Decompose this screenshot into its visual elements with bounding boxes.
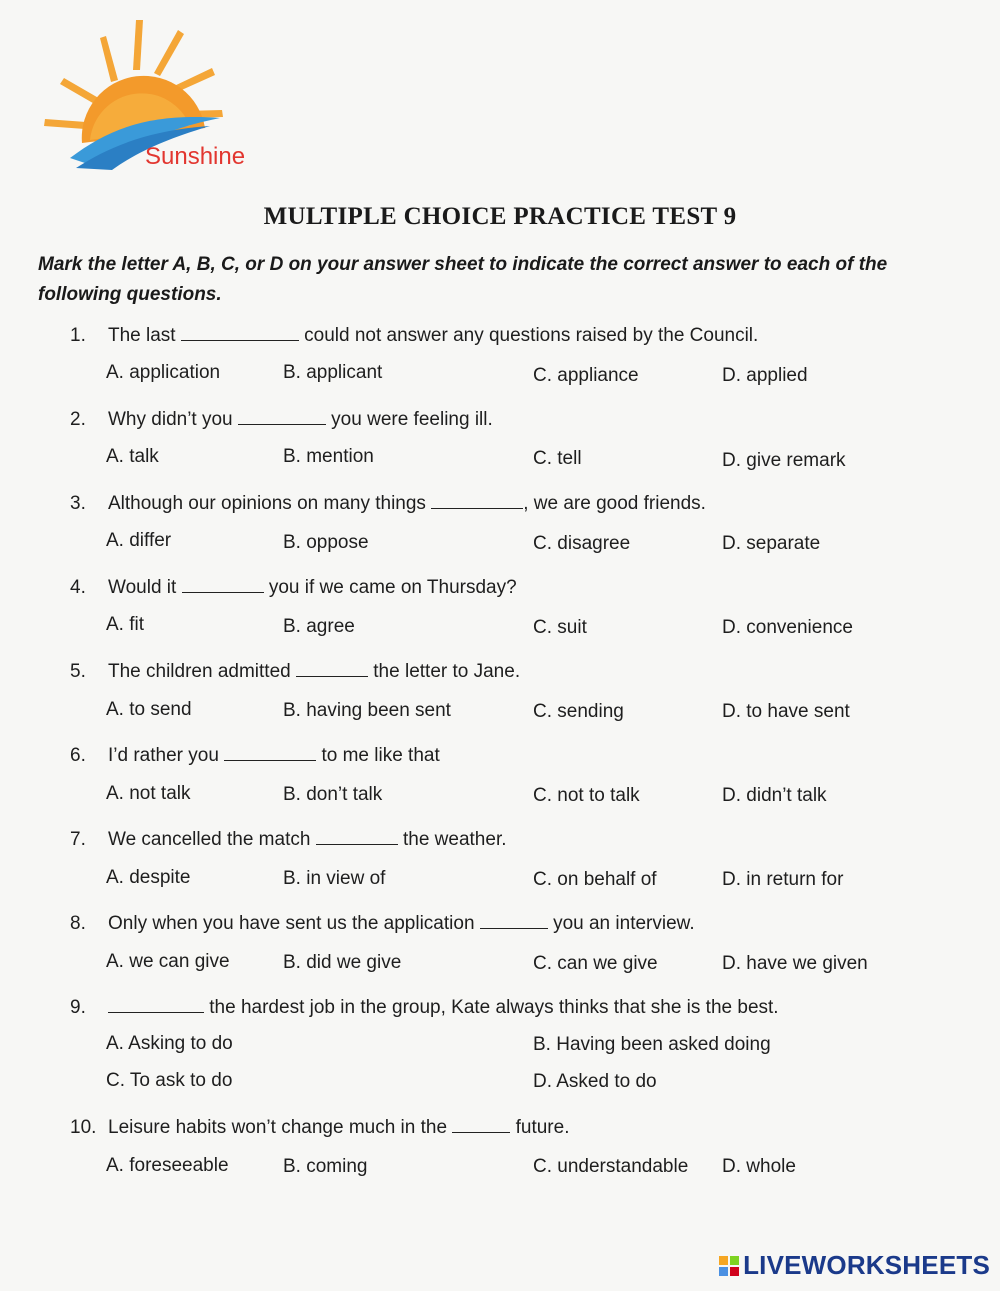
option-d[interactable]: D. separate [722, 533, 821, 554]
option-c[interactable]: C. sending [533, 701, 624, 722]
question-number: 5. [70, 661, 86, 682]
answer-blank[interactable] [452, 1118, 510, 1133]
option-b[interactable]: B. in view of [283, 868, 386, 889]
question-text: the hardest job in the group, Kate always thinks that she is the best. [108, 997, 779, 1019]
option-b[interactable]: B. applicant [283, 362, 383, 383]
option-c[interactable]: C. disagree [533, 533, 631, 554]
instruction-text: Mark the letter A, B, C, or D on your answer sheet to indicate the correct answer to each of the following questions. [38, 254, 888, 305]
option-b[interactable]: B. having been sent [283, 700, 451, 721]
question-number: 9. [70, 997, 86, 1018]
option-b[interactable]: B. coming [283, 1156, 368, 1177]
question-text: Only when you have sent us the application you an interview. [108, 913, 695, 934]
answer-blank[interactable] [316, 830, 398, 845]
option-a[interactable]: A. application [106, 362, 221, 383]
option-a[interactable]: A. talk [106, 446, 159, 467]
answer-blank[interactable] [480, 914, 548, 929]
option-c[interactable]: C. not to talk [533, 785, 640, 806]
option-d[interactable]: D. applied [722, 365, 808, 386]
option-c[interactable]: C. can we give [533, 953, 658, 974]
liveworksheets-icon [719, 1256, 739, 1276]
option-a[interactable]: A. fit [106, 614, 145, 635]
option-c[interactable]: C. suit [533, 617, 587, 638]
option-d[interactable]: D. didn’t talk [722, 785, 827, 806]
question-text: Would it you if we came on Thursday? [108, 577, 517, 598]
question-number: 8. [70, 913, 86, 934]
option-a[interactable]: A. differ [106, 530, 172, 551]
option-c[interactable]: C. understandable [533, 1156, 689, 1177]
question-text: We cancelled the match the weather. [108, 829, 507, 850]
option-a[interactable]: A. we can give [106, 951, 230, 972]
option-b[interactable]: B. don’t talk [283, 784, 383, 805]
option-a[interactable]: A. to send [106, 699, 192, 720]
question-number: 1. [70, 325, 86, 346]
option-d[interactable]: D. in return for [722, 869, 844, 890]
question-number: 10. [70, 1117, 97, 1138]
logo-text: Sunshine [145, 143, 246, 170]
option-c[interactable]: C. appliance [533, 365, 639, 386]
page-title: MULTIPLE CHOICE PRACTICE TEST 9 [263, 203, 737, 230]
option-c[interactable]: C. tell [533, 448, 582, 469]
option-d[interactable]: D. convenience [722, 617, 853, 638]
question-text: Although our opinions on many things , we are good friends. [108, 493, 706, 514]
answer-blank[interactable] [182, 578, 264, 593]
question-number: 3. [70, 493, 86, 514]
answer-blank[interactable] [238, 410, 326, 425]
question-number: 7. [70, 829, 86, 850]
option-c[interactable]: C. To ask to do [106, 1070, 233, 1091]
option-b[interactable]: B. did we give [283, 952, 402, 973]
question-text: Leisure habits won’t change much in the future. [108, 1117, 570, 1138]
question-text: I’d rather you to me like that [108, 745, 440, 766]
liveworksheets-logo [719, 1250, 990, 1281]
option-b[interactable]: B. agree [283, 616, 355, 637]
option-d[interactable]: D. to have sent [722, 701, 850, 722]
question-text: The children admitted the letter to Jane. [108, 661, 521, 682]
liveworksheets-text: LIVEWORKSHEETS [743, 1250, 990, 1280]
option-d[interactable]: D. whole [722, 1156, 796, 1177]
option-d[interactable]: D. have we given [722, 953, 868, 974]
option-d[interactable]: D. give remark [722, 450, 846, 471]
question-text: Why didn’t you you were feeling ill. [108, 409, 493, 430]
option-a[interactable]: A. not talk [106, 783, 191, 804]
question-number: 6. [70, 745, 86, 766]
option-a[interactable]: A. foreseeable [106, 1155, 229, 1176]
option-b[interactable]: B. Having been asked doing [533, 1034, 771, 1055]
option-c[interactable]: C. on behalf of [533, 869, 657, 890]
option-a[interactable]: A. despite [106, 867, 191, 888]
option-b[interactable]: B. oppose [283, 532, 369, 553]
option-a[interactable]: A. Asking to do [106, 1033, 233, 1054]
option-b[interactable]: B. mention [283, 446, 374, 467]
answer-blank[interactable] [296, 662, 368, 677]
question-text: The last could not answer any questions raised by the Council. [108, 325, 759, 346]
answer-blank[interactable] [108, 998, 204, 1013]
answer-blank[interactable] [431, 494, 523, 509]
answer-blank[interactable] [181, 326, 299, 341]
answer-blank[interactable] [224, 746, 316, 761]
question-number: 2. [70, 409, 86, 430]
question-number: 4. [70, 577, 86, 598]
option-d[interactable]: D. Asked to do [533, 1071, 657, 1092]
